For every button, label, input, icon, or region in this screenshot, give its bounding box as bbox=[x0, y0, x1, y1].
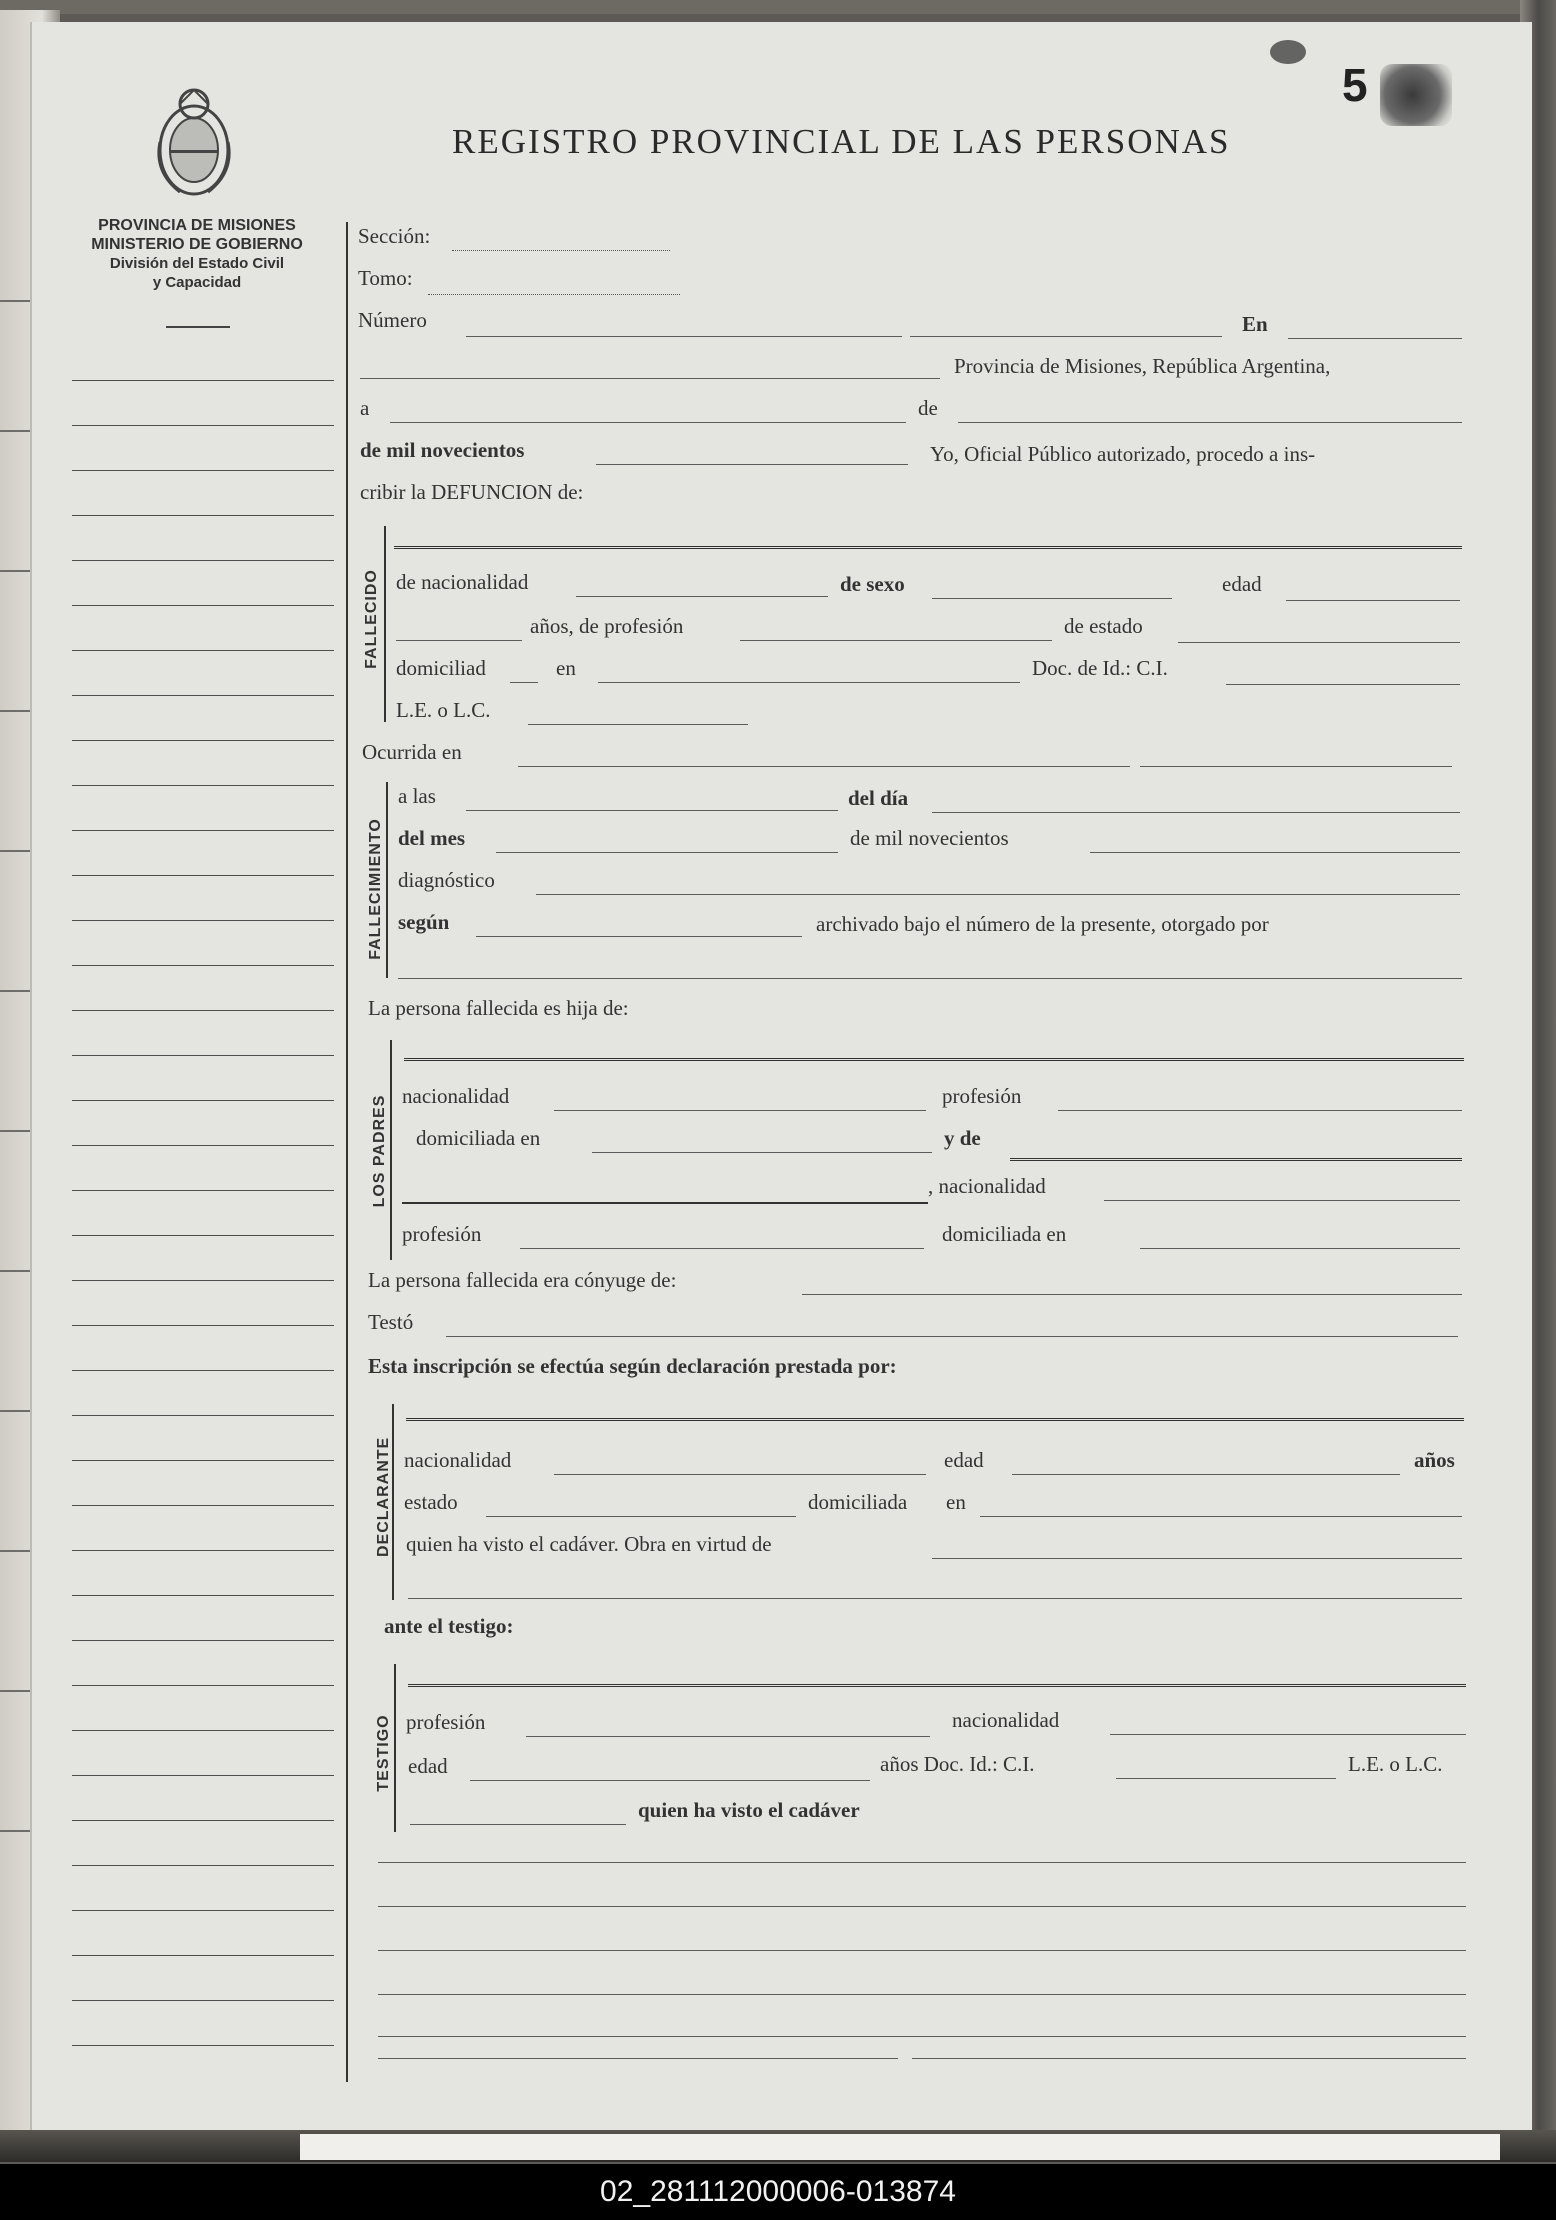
profesion2-field bbox=[520, 1248, 924, 1249]
margin-rule bbox=[72, 830, 334, 831]
profesion-field bbox=[740, 640, 1052, 641]
a-label: a bbox=[360, 396, 370, 420]
main-vertical-rule bbox=[346, 222, 348, 2082]
margin-rule bbox=[72, 1730, 334, 1731]
margin-rule bbox=[72, 1820, 334, 1821]
margin-rule bbox=[72, 470, 334, 471]
a-las-field bbox=[466, 810, 838, 811]
ci-field bbox=[1116, 1778, 1336, 1779]
seccion-label: Sección: bbox=[358, 224, 431, 248]
testo-label: Testó bbox=[368, 1310, 414, 1334]
ocurrida-field bbox=[518, 766, 1130, 767]
edad-field bbox=[1286, 600, 1460, 601]
tomo-label: Tomo: bbox=[358, 266, 413, 290]
del-dia-field bbox=[932, 812, 1460, 813]
margin-rule bbox=[72, 605, 334, 606]
testigo-label: TESTIGO bbox=[375, 1714, 392, 1792]
paper-strip bbox=[300, 2134, 1500, 2160]
agency-line: División del Estado Civil bbox=[109, 255, 285, 272]
domicilio-field bbox=[598, 682, 1020, 683]
en-field bbox=[1288, 338, 1462, 339]
otorgado-field bbox=[398, 978, 1462, 979]
closing-rule bbox=[378, 2036, 1466, 2037]
provincia-text: Provincia de Misiones, República Argentina, bbox=[954, 354, 1331, 378]
closing-rule bbox=[378, 1906, 1466, 1907]
de-mil-label: de mil novecientos bbox=[850, 826, 1009, 850]
en-label: en bbox=[946, 1490, 966, 1514]
ocurrida-field-2 bbox=[1140, 766, 1452, 767]
domiciliad-label: domiciliad bbox=[396, 656, 486, 680]
closing-rule bbox=[378, 1994, 1466, 1995]
en-label: En bbox=[1242, 312, 1268, 336]
domiciliada-field bbox=[592, 1152, 932, 1153]
closing-rule bbox=[378, 2058, 898, 2059]
agency-rule bbox=[166, 326, 230, 328]
domiciliada-en-label: domiciliada en bbox=[416, 1126, 541, 1150]
margin-rule bbox=[72, 695, 334, 696]
estado-label: estado bbox=[404, 1490, 458, 1514]
place-field bbox=[360, 378, 940, 379]
closing-rule bbox=[912, 2058, 1466, 2059]
yo-text: Yo, Oficial Público autorizado, procedo a ins- bbox=[930, 442, 1316, 466]
del-mes-label: del mes bbox=[398, 826, 466, 850]
en-label: en bbox=[556, 656, 576, 680]
nacionalidad-field bbox=[554, 1110, 926, 1111]
domicilio-field bbox=[980, 1516, 1462, 1517]
ocurrida-label: Ocurrida en bbox=[362, 740, 462, 764]
fallecido-name-field bbox=[394, 546, 1462, 549]
madre-name-field bbox=[1010, 1158, 1462, 1161]
scan-bottom-border bbox=[0, 2130, 1556, 2162]
madre-name-field-2 bbox=[402, 1202, 928, 1204]
margin-rule bbox=[72, 920, 334, 921]
seccion-field bbox=[452, 250, 670, 251]
margin-rule bbox=[72, 965, 334, 966]
y-de-label: y de bbox=[944, 1126, 981, 1150]
margin-rule bbox=[72, 425, 334, 426]
margin-rule bbox=[72, 1010, 334, 1011]
quien-text: quien ha visto el cadáver. Obra en virtud de bbox=[406, 1532, 772, 1556]
margin-rule bbox=[72, 1280, 334, 1281]
diagnostico-field bbox=[536, 894, 1460, 895]
margin-rule bbox=[72, 2000, 334, 2001]
margin-rule bbox=[72, 1910, 334, 1911]
folio-number: 5 bbox=[1342, 59, 1368, 111]
image-caption: 02_281112000006-013874 bbox=[0, 2164, 1556, 2220]
de-label: de bbox=[918, 396, 938, 420]
conyuge-field bbox=[802, 1294, 1462, 1295]
segun-field bbox=[476, 936, 802, 937]
fallecido-bracket bbox=[384, 526, 386, 722]
del-mes-field bbox=[496, 852, 838, 853]
inscribir-label: cribir la DEFUNCION de: bbox=[360, 480, 584, 504]
profesion-label: profesión bbox=[406, 1710, 486, 1734]
numero-field bbox=[466, 336, 902, 337]
inscribir-text bbox=[360, 480, 583, 505]
inscripcion-text: Esta inscripción se efectúa según declaración prestada por: bbox=[368, 1354, 897, 1378]
margin-rule bbox=[72, 560, 334, 561]
scan-top-border bbox=[0, 0, 1556, 14]
segun-label: según bbox=[398, 910, 450, 934]
margin-rule bbox=[72, 1100, 334, 1101]
ante-text: ante el testigo: bbox=[384, 1614, 514, 1638]
padres-bracket bbox=[390, 1040, 392, 1260]
le-label: L.E. o L.C. bbox=[396, 698, 491, 722]
nacionalidad2-field bbox=[1104, 1200, 1460, 1201]
profesion-field bbox=[526, 1736, 930, 1737]
fallecido-label: FALLECIDO bbox=[363, 569, 380, 669]
edad-label: edad bbox=[1222, 572, 1262, 596]
margin-rule bbox=[72, 1190, 334, 1191]
agency-line: PROVINCIA DE MISIONES bbox=[98, 217, 296, 234]
le-field bbox=[528, 724, 748, 725]
fallecimiento-bracket bbox=[386, 782, 388, 978]
profesion2-label: profesión bbox=[402, 1222, 482, 1246]
closing-rule bbox=[378, 1862, 1466, 1863]
diagnostico-label: diagnóstico bbox=[398, 868, 495, 892]
agency-line: MINISTERIO DE GOBIERNO bbox=[91, 236, 303, 253]
domiciliada-label: domiciliada bbox=[808, 1490, 908, 1514]
margin-rule bbox=[72, 785, 334, 786]
margin-rule bbox=[72, 1550, 334, 1551]
margin-rule bbox=[72, 1145, 334, 1146]
nacionalidad-label: nacionalidad bbox=[952, 1708, 1060, 1732]
estado-field bbox=[486, 1516, 796, 1517]
anios-profesion-label: años, de profesión bbox=[530, 614, 684, 638]
edad-label: edad bbox=[944, 1448, 984, 1472]
margin-rule bbox=[72, 2045, 334, 2046]
testigo-name-field bbox=[408, 1684, 1466, 1687]
ci-field bbox=[1226, 684, 1460, 685]
hija-text: La persona fallecida es hija de: bbox=[368, 996, 629, 1020]
domiciliada2-field bbox=[1140, 1248, 1460, 1249]
de-field bbox=[958, 422, 1462, 423]
margin-rule bbox=[72, 1235, 334, 1236]
margin-rule bbox=[72, 740, 334, 741]
numero-label: Número bbox=[358, 308, 427, 332]
tomo-field bbox=[428, 294, 680, 295]
edad-field bbox=[1012, 1474, 1400, 1475]
declarante-name-field bbox=[406, 1418, 1464, 1421]
margin-rule bbox=[72, 1370, 334, 1371]
margin-rule bbox=[72, 875, 334, 876]
margin-rule bbox=[72, 1775, 334, 1776]
anios-field bbox=[396, 640, 522, 641]
estado-label: de estado bbox=[1064, 614, 1143, 638]
conyuge-text: La persona fallecida era cónyuge de: bbox=[368, 1268, 677, 1292]
anios-doc-label: años Doc. Id.: C.I. bbox=[880, 1752, 1035, 1776]
page-title: REGISTRO PROVINCIAL DE LAS PERSONAS bbox=[452, 122, 1231, 161]
de-mil-field bbox=[596, 464, 908, 465]
margin-rule bbox=[72, 650, 334, 651]
estado-field bbox=[1178, 642, 1460, 643]
de-mil-field bbox=[1090, 852, 1460, 853]
profesion-field bbox=[1058, 1110, 1462, 1111]
nacionalidad2-label: , nacionalidad bbox=[928, 1174, 1046, 1198]
margin-rule bbox=[72, 1415, 334, 1416]
profesion-label: profesión bbox=[942, 1084, 1022, 1108]
de-mil-label: de mil novecientos bbox=[360, 438, 525, 462]
domiciliada2-label: domiciliada en bbox=[942, 1222, 1067, 1246]
a-field bbox=[390, 422, 906, 423]
ink-stamp bbox=[1380, 64, 1452, 126]
margin-rule bbox=[72, 1325, 334, 1326]
padres-label: LOS PADRES bbox=[371, 1094, 388, 1208]
testigo-extra-field bbox=[410, 1824, 626, 1825]
closing-rule bbox=[378, 1950, 1466, 1951]
a-las-label: a las bbox=[398, 784, 436, 808]
testigo-bracket bbox=[394, 1664, 396, 1832]
testo-field bbox=[446, 1336, 1458, 1337]
sexo-field bbox=[932, 598, 1172, 599]
margin-rule bbox=[72, 515, 334, 516]
nacionalidad-field bbox=[554, 1474, 926, 1475]
declarante-label: DECLARANTE bbox=[375, 1436, 392, 1557]
nacionalidad-label: nacionalidad bbox=[402, 1084, 510, 1108]
le-label: L.E. o L.C. bbox=[1348, 1752, 1443, 1776]
edad-label: edad bbox=[408, 1754, 448, 1778]
margin-rule bbox=[72, 1685, 334, 1686]
domiciliad-suffix-field bbox=[510, 682, 538, 683]
margin-rule bbox=[72, 1640, 334, 1641]
del-dia-label: del día bbox=[848, 786, 909, 810]
margin-rule bbox=[72, 1595, 334, 1596]
margin-rule bbox=[72, 1055, 334, 1056]
nacionalidad-label: de nacionalidad bbox=[396, 570, 529, 594]
virtud-field bbox=[932, 1558, 1462, 1559]
nacionalidad-label: nacionalidad bbox=[404, 1448, 512, 1472]
nacionalidad-field bbox=[576, 596, 828, 597]
edad-field bbox=[470, 1780, 870, 1781]
sexo-label: de sexo bbox=[840, 572, 905, 596]
ink-smudge bbox=[1270, 40, 1306, 64]
quien-text: quien ha visto el cadáver bbox=[638, 1798, 860, 1822]
nacionalidad-field bbox=[1110, 1734, 1466, 1735]
archivado-text: archivado bajo el número de la presente, otorgado por bbox=[816, 912, 1269, 936]
numero-field-2 bbox=[910, 336, 1222, 337]
margin-rule bbox=[72, 1865, 334, 1866]
doc-label: Doc. de Id.: C.I. bbox=[1032, 656, 1168, 680]
anios-label: años bbox=[1414, 1448, 1455, 1472]
coat-of-arms-icon bbox=[150, 82, 238, 200]
margin-rule bbox=[72, 380, 334, 381]
margin-rule bbox=[72, 1505, 334, 1506]
margin-rule bbox=[72, 1955, 334, 1956]
padre-name-field bbox=[404, 1058, 1464, 1061]
agency-line: y Capacidad bbox=[152, 274, 242, 291]
agency-block bbox=[52, 216, 342, 292]
margin-rule bbox=[72, 1460, 334, 1461]
virtud-field-2 bbox=[408, 1598, 1462, 1599]
fallecimiento-label: FALLECIMIENTO bbox=[367, 818, 384, 960]
